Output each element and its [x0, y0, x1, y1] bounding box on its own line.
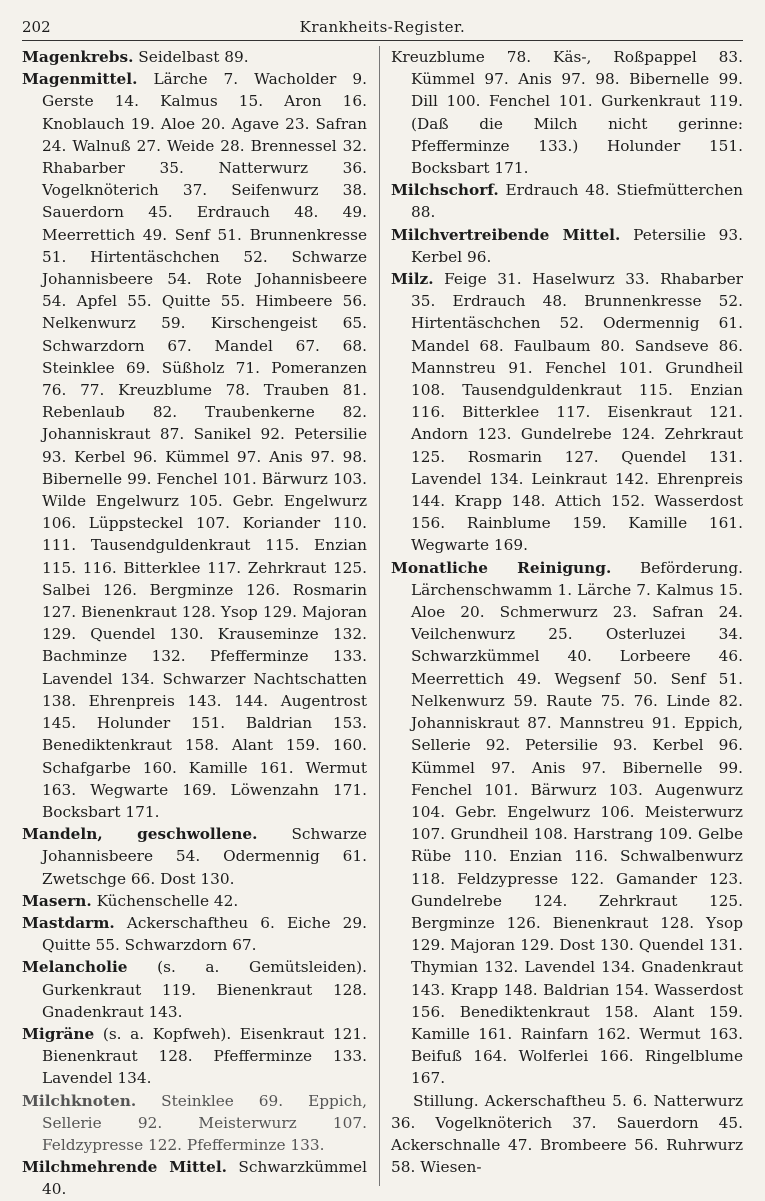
index-entry — [22, 823, 367, 890]
entry-heading: Mandeln, geschwollene. — [22, 825, 258, 844]
entry-heading: Monatliche Reinigung. — [391, 558, 612, 577]
index-entry — [22, 1156, 367, 1200]
index-entry — [391, 268, 743, 557]
entry-heading: Melancholie — [22, 958, 128, 977]
index-entry — [22, 912, 367, 956]
entry-text: Küchenschelle 42. — [96, 891, 239, 910]
right-column — [391, 46, 743, 1178]
index-entry — [391, 179, 743, 223]
index-entry — [22, 890, 367, 912]
entry-text: Petersilie 93. Kerbel 96. — [411, 225, 743, 266]
index-entry — [22, 1023, 367, 1090]
left-column — [22, 46, 367, 1201]
running-header — [22, 14, 743, 41]
entry-text: Erdrauch 48. Stiefmütterchen 88. — [411, 181, 743, 222]
entry-text: Stillung. Ackerschafthеu 5. 6. Natterwurz 36. Vogelknöterich 37. Sauerdorn 45. Ackerschnalle 47. Brombeere 56. Ruhrwurz 58. Wiesen- — [391, 1091, 743, 1177]
entry-text: (s. a. Kopfweh). Eisenkraut 121. Bienenkraut 128. Pfefferminze 133. Lavendel 134. — [42, 1024, 367, 1088]
column-divider — [379, 46, 380, 1186]
entry-text: Lärche 7. Wacholder 9. Gerste 14. Kalmus 15. Aron 16. Knoblauch 19. Aloe 20. Agave 23. Safran 24. Walnuß 27. Weide 28. Brennessel 32. Rhabarber 35. Natterwurz 36. Vogelknöterich 37. Seifenwurz 38. Sauerdorn 45. Erdrauch 48. 49. Meerrettich 49. Senf 51. Brunnenkresse 51. Hirtentäschchen 52. Schwarze Johannisbeere 54. Rote Johannisbeere 54. Apfel 55. Quitte 55. Himbeere 56. Nelkenwurz 59. Kirschengeist 65. Schwarzdorn 67. Mandel 67. 68. Steinklee 69. Süßholz 71. Pomeranzen 76. 77. Kreuzblume 78. Trauben 81. Rebenlaub 82. Traubenkerne 82. Johanniskraut 87. Sanikel 92. Petersilie 93. Kerbel 96. Kümmel 97. Anis 97. 98. Bibernelle 99. Fenchel 101. Bärwurz 103. Wilde Engelwurz 105. Gebr. Engelwurz 106. Lüppsteckel 107. Koriander 110. 111. Tausendguldenkraut 115. Enzian 115. 116. Bitterklee 117. Zehrkraut 125. Salbei 126. Bergminze 126. Rosmarin 127. Bienenkraut 128. Ysop 129. Majoran 129. Quendel 130. Krauseminze 132. Bachminze 132. Pfefferminze 133. Lavendel 134. Schwarzer Nachtschatten 138. Ehrenpreis 143. 144. Augentrost 145. Holunder 151. Baldrian 153. Benediktenkraut 158. Alant 159. 160. Schafgarbe 160. Kamille 161. Wermut 163. Wegwarte 169. Löwenzahn 171. Bocksbart 171. — [42, 70, 367, 821]
entry-heading: Magenmittel. — [22, 70, 138, 89]
entry-heading: Magenkrebs. — [22, 48, 134, 66]
entry-text: Seidelbast 89. — [138, 48, 249, 66]
page-number: 202 — [22, 18, 51, 36]
entry-heading: Milchmehrende Mittel. — [22, 1158, 227, 1177]
entry-text: (s. a. Gemütsleiden). Gurkenkraut 119. Bienenkraut 128. Gnadenkraut 143. — [42, 958, 367, 1021]
entry-heading: Mastdarm. — [22, 913, 115, 932]
index-entry — [22, 46, 367, 68]
entry-heading: Masern. — [22, 891, 92, 910]
index-entry — [391, 224, 743, 268]
entry-heading: Migräne — [22, 1024, 95, 1043]
index-entry — [22, 1090, 367, 1157]
index-entry — [22, 68, 367, 823]
entry-text: Feige 31. Haselwurz 33. Rhabarber 35. Erdrauch 48. Brunnenkresse 52. Hirtentäschchen 52. Odermennig 61. Mandel 68. Faulbaum 80. Sandsеve 86. Mannstreu 91. Fenchel 101. Grundheil 108. Tausendguldenkraut 115. Enzian 116. Bitterklee 117. Eisenkraut 121. Andorn 123. Gundelrebe 124. Zehrkraut 125. Rosmarin 127. Quendel 131. Lavendel 134. Leinkraut 142. Ehrenpreis 144. Krapp 148. Attich 152. Wasserdost 156. Rainblume 159. Kamille 161. Wegwarte 169. — [411, 270, 743, 555]
entry-text: Kreuzblume 78. Käs-, Roßpappel 83. Kümmel 97. Anis 97. 98. Bibernelle 99. Dill 100. Fenchel 101. Gurkenkraut 119. (Daß die Milch nicht gerinne: Pfefferminze 133.) Holunder 151. Bocksbart 171. — [391, 48, 743, 178]
index-entry-continuation — [391, 46, 743, 179]
index-entry — [22, 956, 367, 1023]
entry-text: Ackerschafthеu 6. Eiche 29. Quitte 55. Schwarzdorn 67. — [42, 913, 367, 955]
entry-heading: Milchschorf. — [391, 181, 499, 200]
entry-text: Steinklee 69. Eppich, Sellerie 92. Meisterwurz 107. Feldzypresse 122. Pfefferminze 133. — [42, 1091, 367, 1154]
entry-text: Beförderung. Lärchenschwamm 1. Lärche 7. Kalmus 15. Aloe 20. Schmerwurz 23. Safran 24. Veilchenwurz 25. Osterluzei 34. Schwarzkümmel 40. Lorbeere 46. Meerrettich 49. Wegsenf 50. Senf 51. Nelkenwurz 59. Raute 75. 76. Linde 82. Johanniskraut 87. Mannstreu 91. Eppich, Sellerie 92. Petersilie 93. Kerbel 96. Kümmel 97. Anis 97. Bibernelle 99. Fenchel 101. Bärwurz 103. Augenwurz 104. Gebr. Engelwurz 106. Meisterwurz 107. Grundheil 108. Harstrang 109. Gelbe Rübe 110. Enzian 116. Schwalbenwurz 118. Feldzypresse 122. Gamander 123. Gundelrebe 124. Zehrkraut 125. Bergminze 126. Bienenkraut 128. Ysop 129. Majoran 129. Dost 130. Quendel 131. Thymian 132. Lavendel 134. Gnadenkraut 143. Krapp 148. Baldrian 154. Wasserdost 156. Benediktenkraut 158. Alant 159. Kamille 161. Rainfarn 162. Wermut 163. Beifuß 164. Wolferlei 166. Ringelblume 167. — [411, 558, 743, 1088]
entry-heading: Milchvertreibende Mittel. — [391, 225, 621, 244]
index-entry — [391, 557, 743, 1090]
entry-text: Schwarze Johannisbeere 54. Odermennig 61. Zwetschge 66. Dost 130. — [42, 825, 367, 888]
index-subentry — [391, 1090, 743, 1179]
entry-text: Schwarzkümmel 40. — [42, 1158, 367, 1199]
running-title: Krankheits-Register. — [299, 18, 466, 36]
entry-heading: Milz. — [391, 270, 434, 289]
entry-heading: Milchknoten. — [22, 1091, 137, 1110]
